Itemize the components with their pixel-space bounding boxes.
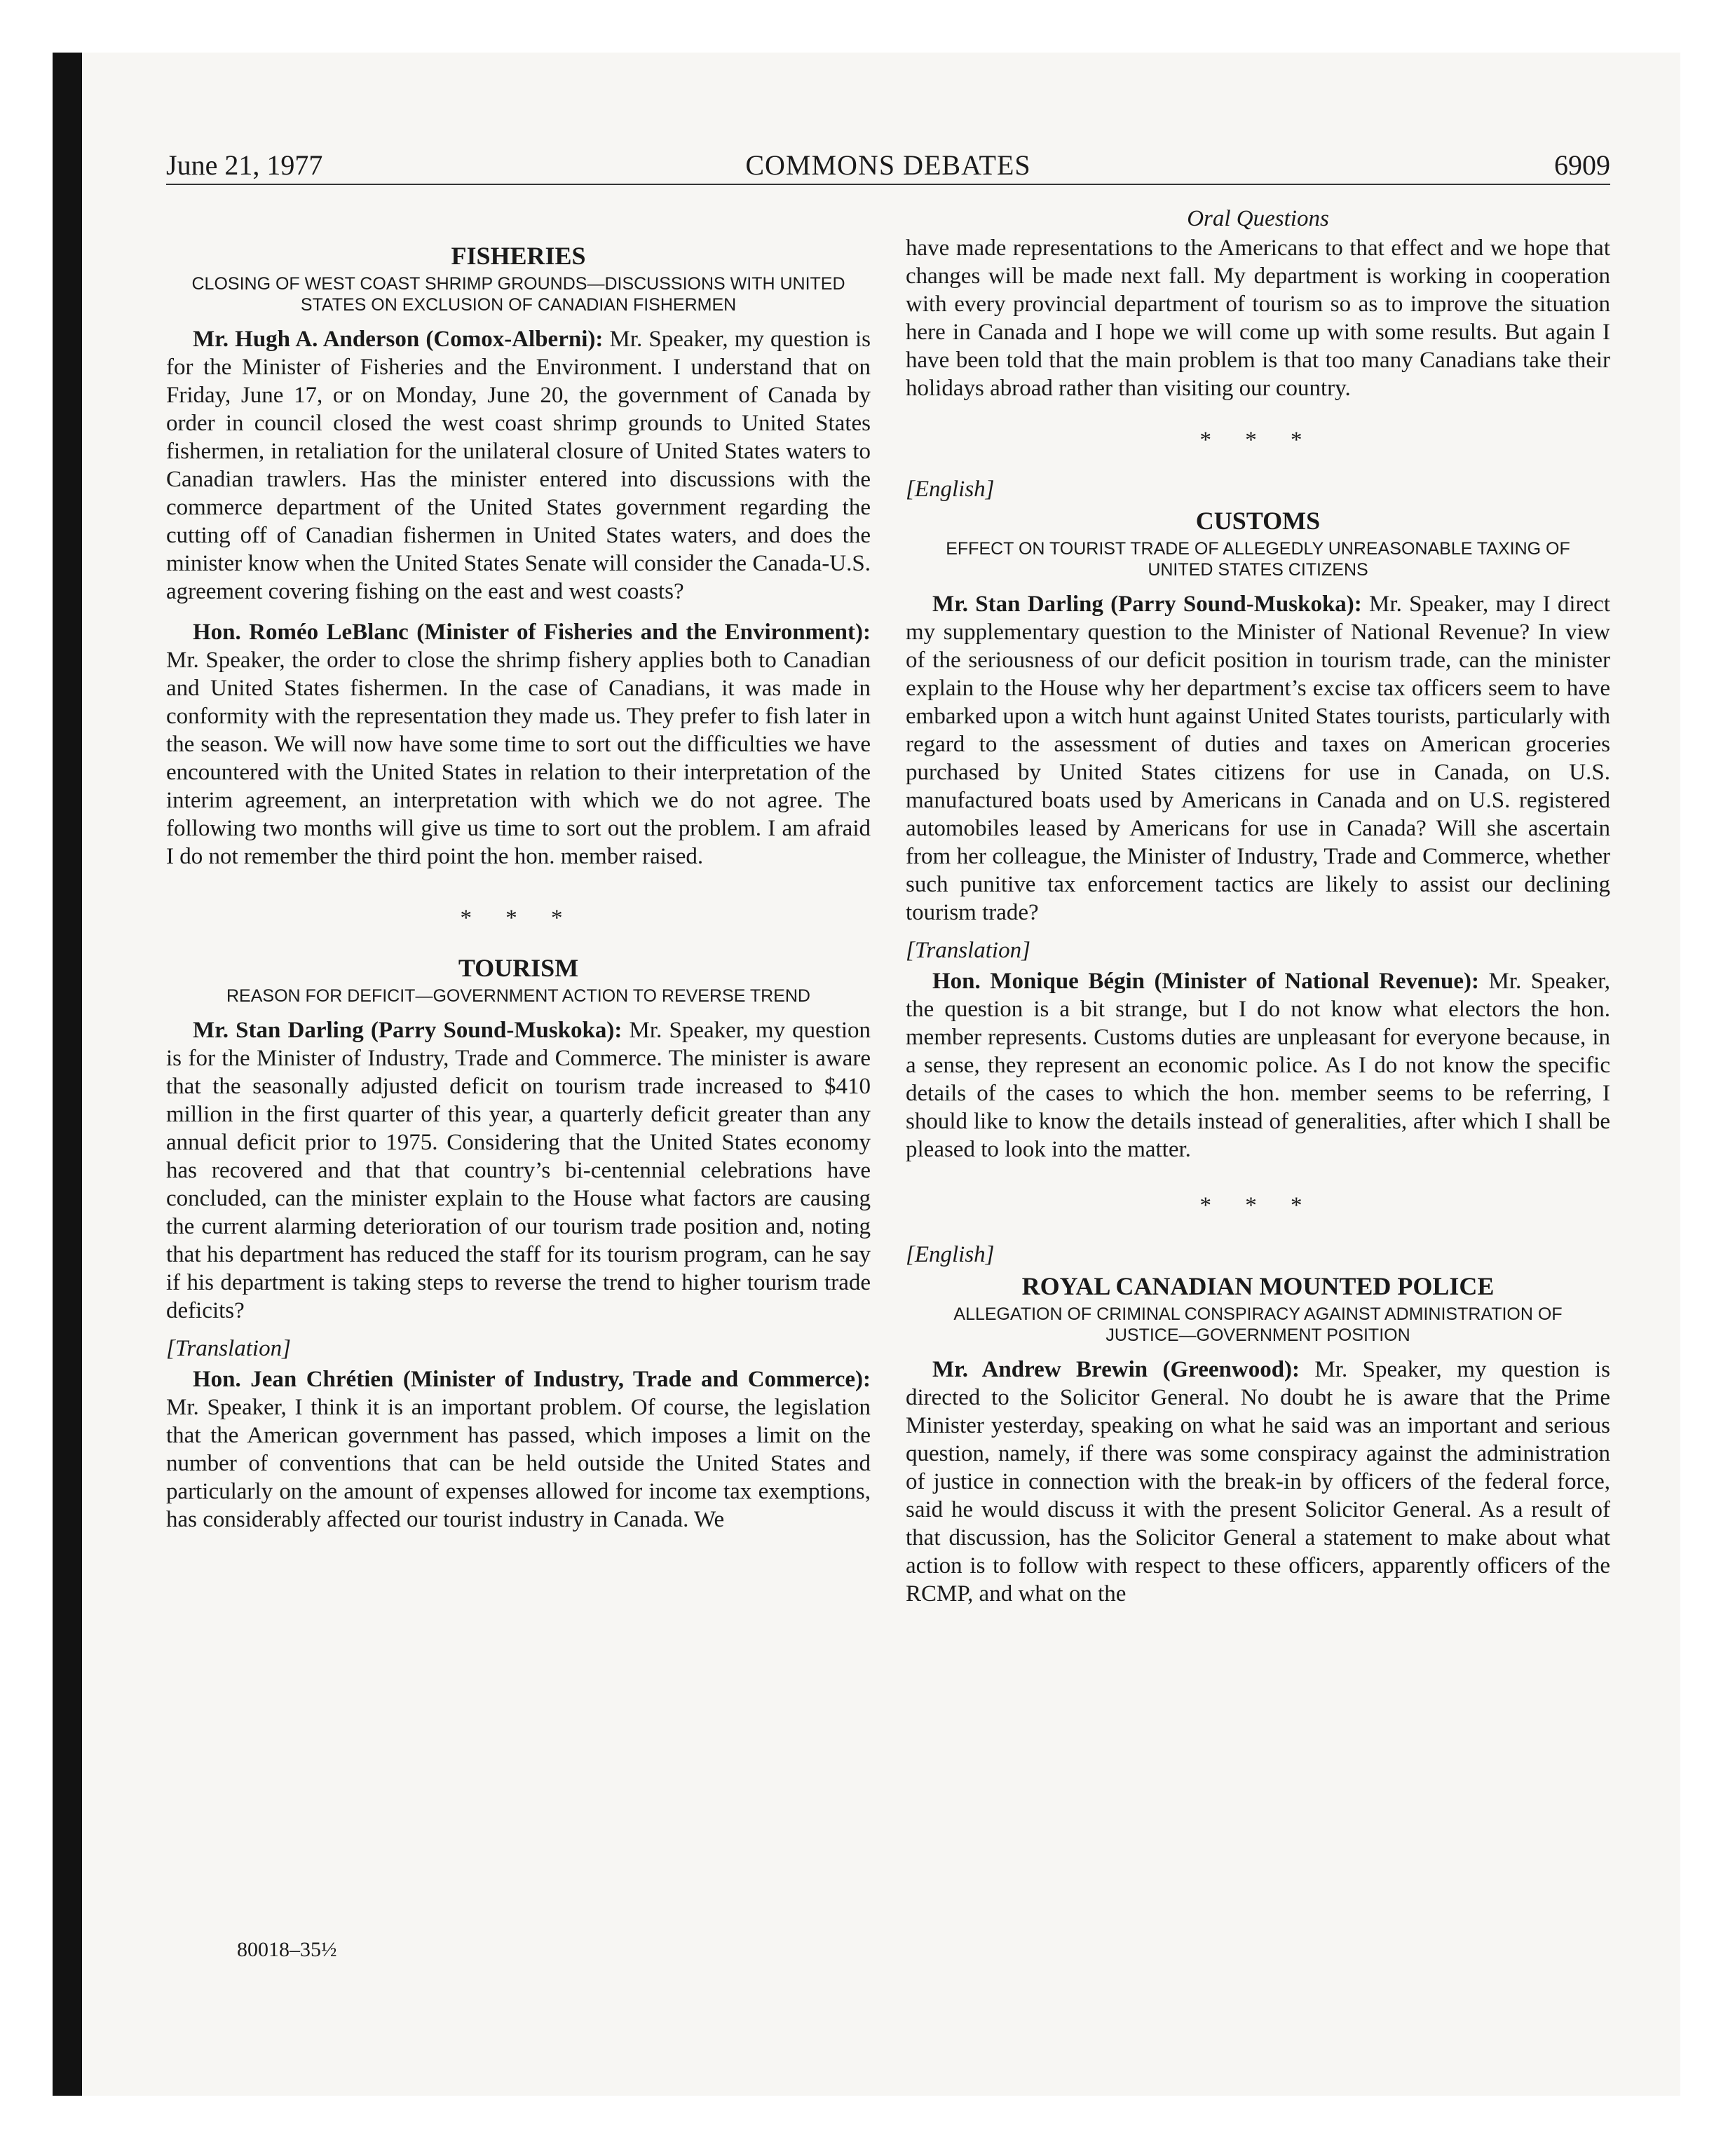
paragraph-darling-supplementary <box>906 590 1610 927</box>
speech-text: Mr. Speaker, the order to close the shrimp fishery applies both to Canadian and United States fishermen. In the case of Canadians, it was made in conformity with the representation they made us. They prefer to fish later in the season. We will now have some time to sort out the difficulties we have encountered with the United States in relation to their interpretation of the interim agreement, an interpretation with which we do not agree. The following two months will give us time to sort out the problem. I am afraid I do not remember the third point the hon. member raised. <box>166 648 871 869</box>
speaker-name: Mr. Andrew Brewin (Greenwood): <box>932 1357 1300 1382</box>
section-title-rcmp: ROYAL CANADIAN MOUNTED POLICE <box>1021 1272 1495 1300</box>
right-column <box>906 203 1610 1608</box>
paragraph-begin <box>906 967 1610 1164</box>
running-title: Oral Questions <box>1187 206 1329 231</box>
section-separator: * * * <box>460 906 577 931</box>
paragraph-chretien <box>166 1365 871 1534</box>
section-subtitle-customs: EFFECT ON TOURIST TRADE OF ALLEGEDLY UNREASONABLE TAXING OF UNITED STATES CITIZENS <box>946 539 1570 580</box>
paragraph-darling <box>166 1016 871 1325</box>
left-column <box>166 203 871 1534</box>
paragraph-continued: have made representations to the Americans to that effect and we hope that changes will be made next fall. My department is working in cooperation with every provincial department of tourism so as to improve the situation here in Canada and I hope we will come up with some results. But again I have been told that the main problem is that too many Canadians take their holidays abroad rather than visiting our country. <box>906 236 1610 401</box>
scan-edge <box>53 53 82 2096</box>
speech-text: Mr. Speaker, I think it is an important problem. Of course, the legislation that the American government has passed, which imposes a limit on the number of conventions that can be held outside the United States and particularly on the amount of expenses allowed for income tax exemptions, has considerably affected our tourist industry in Canada. We <box>166 1395 871 1532</box>
header-title: COMMONS DEBATES <box>745 149 1031 181</box>
language-marker: [English] <box>906 1242 995 1267</box>
section-separator: * * * <box>1199 1193 1316 1218</box>
section-title-customs: CUSTOMS <box>1195 507 1321 535</box>
speech-text: Mr. Speaker, the question is a bit strange, but I do not know what electors the hon. member represents. Customs duties are unpleasant for everyone because, in a sense, they represent an economic police. As I do not know the specific details of the cases to which the hon. member seems to be referring, I should like to know the details instead of generalities, after which I shall be pleased to look into the matter. <box>906 969 1610 1162</box>
language-marker: [Translation] <box>166 1336 291 1361</box>
speech-text: Mr. Speaker, my question is for the Minister of Fisheries and the Environment. I understand that on Friday, June 17, or on Monday, June 20, the government of Canada by order in council closed the west coast shrimp grounds to United States fishermen, in retaliation for the unilateral closure of United States waters to Canadian trawlers. Has the minister entered into discussions with the commerce department of the United States government regarding the cutting off of Canadian fishermen in United States waters, and does the minister know when the United States Senate will consider the Canada-U.S. agreement covering fishing on the east and west coasts? <box>166 327 871 604</box>
speaker-name: Hon. Monique Bégin (Minister of National Revenue): <box>932 969 1479 994</box>
section-title-fisheries: FISHERIES <box>451 242 586 270</box>
section-title-tourism: TOURISM <box>458 954 579 982</box>
speech-text: Mr. Speaker, my question is directed to the Solicitor General. No doubt he is aware that the Prime Minister yesterday, speaking on what he said was an important and serious question, namely, if there was some conspiracy against the administration of justice in connection with the break-in by officers of the federal force, said he would discuss it with the present Solicitor General. As a result of that discussion, has the Solicitor General a statement to make about what action is to follow with respect to these officers, apparently officers of the RCMP, and what on the <box>906 1357 1610 1606</box>
speaker-name: Mr. Hugh A. Anderson (Comox-Alberni): <box>193 327 604 352</box>
speech-text: Mr. Speaker, may I direct my supplementary question to the Minister of National Revenue? In view of the seriousness of our deficit position in tourism trade, can the minister explain to the House why her department’s excise tax officers seem to have embarked upon a witch hunt against United States tourists, particularly with regard to the assessment of duties and taxes on American groceries purchased by United States citizens for use in Canada, on U.S. manufactured boats used by Americans in Canada and on U.S. registered automobiles leased by Americans for use in Canada? Will she ascertain from her colleague, the Minister of Industry, Trade and Commerce, whether such punitive tax enforcement tactics are likely to assist our declining tourism trade? <box>906 592 1610 925</box>
language-marker: [English] <box>906 477 995 502</box>
header-page-number: 6909 <box>1554 149 1610 181</box>
section-subtitle-tourism: REASON FOR DEFICIT—GOVERNMENT ACTION TO REVERSE TREND <box>226 986 810 1006</box>
speaker-name: Hon. Jean Chrétien (Minister of Industry, Trade and Commerce): <box>193 1367 871 1392</box>
section-subtitle-rcmp: ALLEGATION OF CRIMINAL CONSPIRACY AGAINST ADMINISTRATION OF JUSTICE—GOVERNMENT POSITION <box>953 1304 1563 1345</box>
language-marker: [Translation] <box>906 938 1030 963</box>
page-footer-code: 80018–35½ <box>237 1938 337 1961</box>
speech-text: Mr. Speaker, my question is for the Minister of Industry, Trade and Commerce. The minister is aware that the seasonally adjusted deficit on tourism trade increased to $410 million in the first quarter of this year, a quarterly deficit greater than any annual deficit prior to 1975. Considering that the United States economy has recovered and that that country’s bi-centennial celebrations have concluded, can the minister explain to the House what factors are causing the current alarming deterioration of our tourism trade position and, noting that his department has reduced the staff for its tourism program, can he say if his department is taking steps to reverse the trend to higher tourism trade deficits? <box>166 1018 871 1323</box>
paragraph-brewin <box>906 1356 1610 1608</box>
speaker-name: Hon. Roméo LeBlanc (Minister of Fisheries and the Environment): <box>193 620 871 645</box>
section-subtitle-fisheries: CLOSING OF WEST COAST SHRIMP GROUNDS—DISCUSSIONS WITH UNITED STATES ON EXCLUSION OF CANADIAN FISHERMEN <box>191 274 845 315</box>
speaker-name: Mr. Stan Darling (Parry Sound-Muskoka): <box>193 1018 622 1043</box>
page-header <box>166 149 1610 185</box>
paragraph-anderson <box>166 325 871 606</box>
paragraph-leblanc <box>166 618 871 871</box>
header-date: June 21, 1977 <box>166 149 323 181</box>
section-separator: * * * <box>1199 428 1316 453</box>
speaker-name: Mr. Stan Darling (Parry Sound-Muskoka): <box>932 592 1362 617</box>
